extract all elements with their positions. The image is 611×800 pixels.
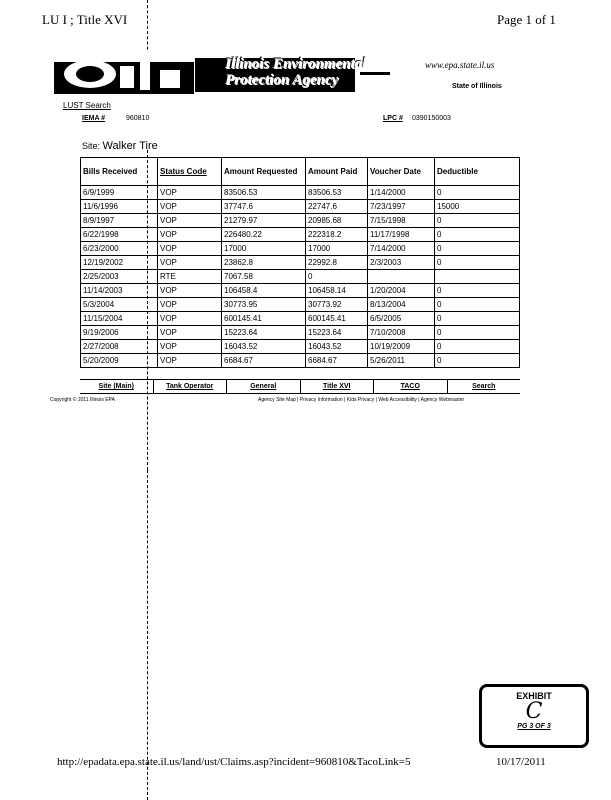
cell-voucher-date: 8/13/2004 [368,298,435,312]
cell-amount-requested: 7067.58 [222,270,306,284]
cell-deductible: 0 [435,340,520,354]
lust-search-link[interactable]: LUST Search [63,101,111,110]
cell-bills-received: 11/15/2004 [81,312,158,326]
table-header-row [81,158,520,186]
lpc-value: 0390150003 [412,115,451,122]
agency-title-line2: Protection Agency [225,72,339,88]
table-row [81,242,520,256]
table-row [81,186,520,200]
cell-status-code: VOP [158,298,222,312]
cell-bills-received: 2/27/2008 [81,340,158,354]
nav-taco[interactable]: TACO [374,380,448,393]
cell-deductible: 0 [435,326,520,340]
cell-bills-received: 8/9/1997 [81,214,158,228]
iema-label: IEMA # [82,115,106,122]
cell-deductible: 0 [435,242,520,256]
cell-deductible: 0 [435,298,520,312]
cell-voucher-date: 7/14/2000 [368,242,435,256]
cell-status-code: VOP [158,200,222,214]
cell-voucher-date: 7/15/1998 [368,214,435,228]
exhibit-page: PG 3 OF 3 [517,723,551,730]
cell-status-code: VOP [158,228,222,242]
cell-voucher-date: 11/17/1998 [368,228,435,242]
col-amount-requested: Amount Requested [222,158,306,186]
cell-status-code: VOP [158,242,222,256]
cell-amount-paid: 22992.8 [306,256,368,270]
cell-status-code: VOP [158,326,222,340]
col-amount-paid: Amount Paid [306,158,368,186]
cell-voucher-date: 5/26/2011 [368,354,435,368]
cell-amount-requested: 226480.22 [222,228,306,242]
nav-title-xvi[interactable]: Title XVI [301,380,375,393]
table-row [81,228,520,242]
site-line [82,140,158,152]
cell-voucher-date: 1/14/2000 [368,186,435,200]
cell-bills-received: 5/20/2009 [81,354,158,368]
cell-amount-requested: 37747.6 [222,200,306,214]
cell-status-code: VOP [158,284,222,298]
cell-amount-paid: 30773.92 [306,298,368,312]
cell-deductible: 0 [435,312,520,326]
col-status-code[interactable]: Status Code [158,158,222,186]
cell-status-code: VOP [158,354,222,368]
cell-amount-paid: 83506.53 [306,186,368,200]
cell-amount-paid: 17000 [306,242,368,256]
cell-bills-received: 6/22/1998 [81,228,158,242]
nav-general[interactable]: General [227,380,301,393]
nav-bar [80,379,520,394]
cell-bills-received: 11/6/1996 [81,200,158,214]
cell-voucher-date: 7/23/1997 [368,200,435,214]
cell-amount-paid: 16043.52 [306,340,368,354]
cell-amount-requested: 15223.64 [222,326,306,340]
cell-status-code: RTE [158,270,222,284]
cell-bills-received: 6/9/1999 [81,186,158,200]
agency-title [225,56,366,88]
cell-amount-requested: 600145.41 [222,312,306,326]
col-voucher-date: Voucher Date [368,158,435,186]
cell-voucher-date: 6/5/2005 [368,312,435,326]
print-date: 10/17/2011 [496,756,546,768]
cell-amount-requested: 30773.95 [222,298,306,312]
cell-deductible: 0 [435,354,520,368]
cell-deductible: 0 [435,284,520,298]
cell-bills-received: 11/14/2003 [81,284,158,298]
table-row [81,326,520,340]
state-label: State of Illinois [452,83,502,90]
cell-amount-paid: 222318.2 [306,228,368,242]
cell-amount-paid: 106458.14 [306,284,368,298]
header-left-text: LU I ; Title XVI [42,12,128,27]
table-row [81,270,520,284]
cell-voucher-date: 7/10/2008 [368,326,435,340]
nav-site-main[interactable]: Site (Main) [80,380,154,393]
cell-voucher-date: 1/20/2004 [368,284,435,298]
claims-table [80,157,520,368]
cell-bills-received: 5/3/2004 [81,298,158,312]
cell-deductible: 15000 [435,200,520,214]
cell-voucher-date: 2/3/2003 [368,256,435,270]
cell-voucher-date: 10/19/2009 [368,340,435,354]
cell-amount-requested: 6684.67 [222,354,306,368]
table-row [81,298,520,312]
print-url: http://epadata.epa.state.il.us/land/ust/Claims.asp?incident=960810&TacoLink=5 [57,756,411,768]
site-label: Site: [82,141,101,151]
cell-status-code: VOP [158,214,222,228]
cell-amount-paid: 600145.41 [306,312,368,326]
exhibit-label: EXHIBIT [516,691,552,701]
cell-amount-requested: 21279.97 [222,214,306,228]
scan-line [147,470,148,800]
cell-status-code: VOP [158,340,222,354]
col-bills-received: Bills Received [81,158,158,186]
footer-copyright: Copyright © 2011 Illinois EPA [50,397,115,403]
table-row [81,312,520,326]
cell-amount-requested: 16043.52 [222,340,306,354]
cell-bills-received: 6/23/2000 [81,242,158,256]
exhibit-stamp [479,684,589,748]
table-row [81,214,520,228]
cell-amount-paid: 20985.68 [306,214,368,228]
site-name: Walker Tire [102,140,158,152]
table-row [81,284,520,298]
cell-amount-requested: 17000 [222,242,306,256]
cell-amount-requested: 106458.4 [222,284,306,298]
cell-deductible [435,270,520,284]
page-number: Page 1 of 1 [497,12,556,27]
nav-search[interactable]: Search [472,383,496,390]
exhibit-letter: C [525,699,543,724]
cell-bills-received: 12/19/2002 [81,256,158,270]
cell-bills-received: 9/19/2006 [81,326,158,340]
cell-deductible: 0 [435,228,520,242]
agency-title-line1: Illinois Environmental [225,56,367,72]
col-deductible: Deductible [435,158,520,186]
nav-tank-operator[interactable]: Tank Operator [154,380,228,393]
cell-bills-received: 2/25/2003 [81,270,158,284]
cell-status-code: VOP [158,186,222,200]
scan-line [147,0,148,60]
cell-amount-paid: 22747.6 [306,200,368,214]
cell-amount-requested: 23862.8 [222,256,306,270]
agency-url: www.epa.state.il.us [425,60,495,70]
cell-amount-paid: 6684.67 [306,354,368,368]
cell-amount-paid: 15223.64 [306,326,368,340]
footer-links[interactable]: Agency Site Map | Privacy Information | Kids Privacy | Web Accessibility | Agency Webmaster [258,397,465,403]
cell-amount-paid: 0 [306,270,368,284]
cell-status-code: VOP [158,312,222,326]
cell-deductible: 0 [435,214,520,228]
table-row [81,354,520,368]
table-row [81,200,520,214]
cell-status-code: VOP [158,256,222,270]
table-row [81,256,520,270]
cell-deductible: 0 [435,186,520,200]
table-row [81,340,520,354]
lpc-label: LPC # [383,115,403,122]
cell-amount-requested: 83506.53 [222,186,306,200]
cell-voucher-date [368,270,435,284]
iema-value: 960810 [126,115,150,122]
cell-deductible: 0 [435,256,520,270]
